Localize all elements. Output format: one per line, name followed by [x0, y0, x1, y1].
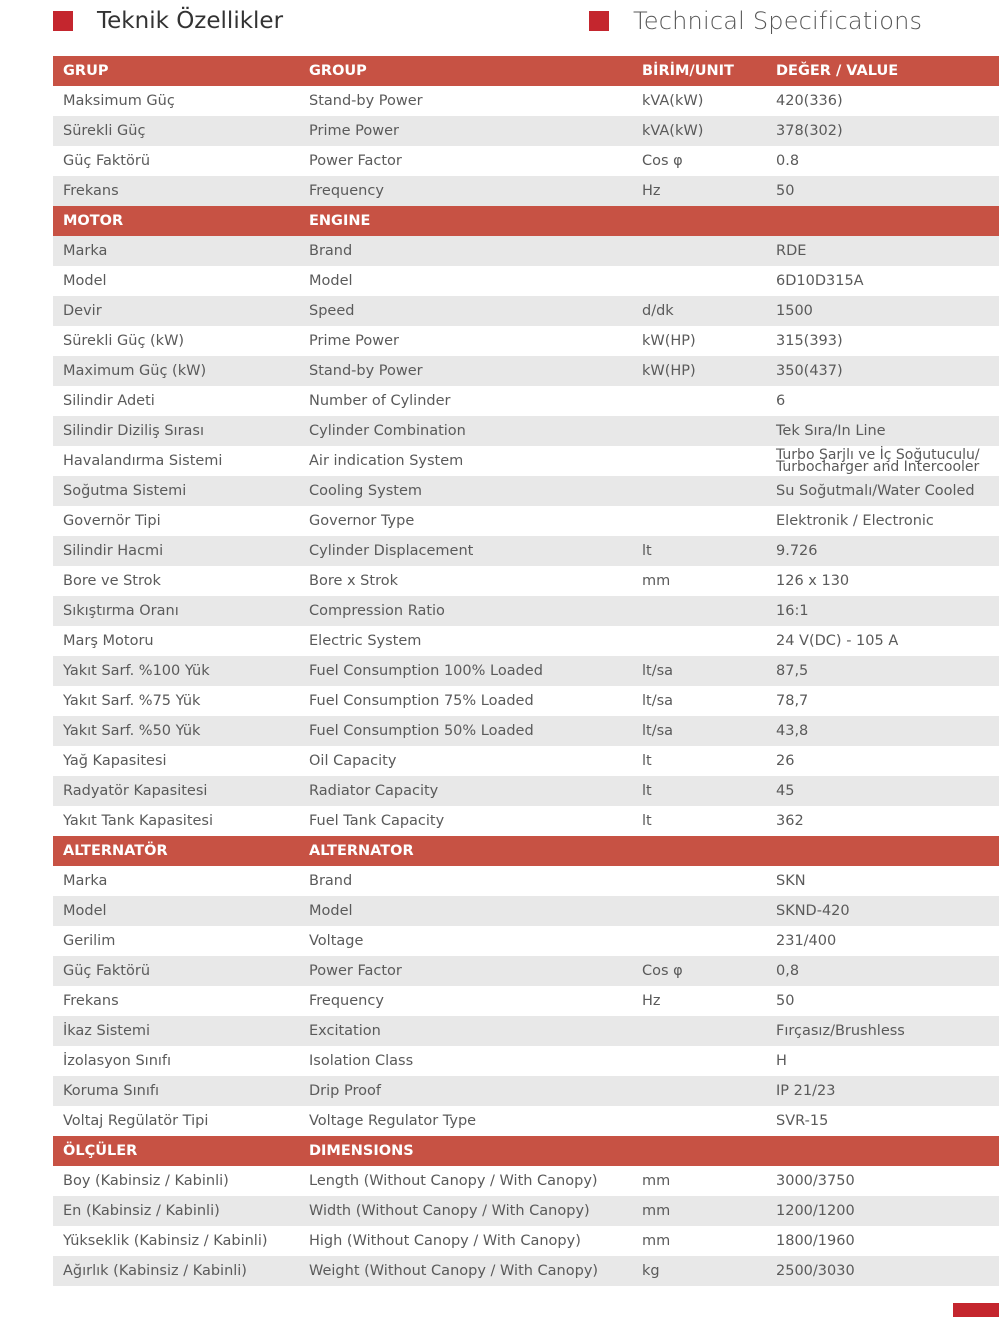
group-en-cell: Excitation [299, 1016, 632, 1046]
unit-cell [632, 1046, 766, 1076]
unit-cell [632, 506, 766, 536]
table-row [53, 686, 999, 716]
group-en-cell: Frequency [299, 176, 632, 206]
group-tr-cell: Sürekli Güç (kW) [63, 333, 185, 349]
group-en-cell: Governor Type [309, 513, 415, 529]
value-cell: 231/400 [776, 933, 837, 949]
table-row [53, 446, 999, 476]
unit-cell [632, 386, 766, 416]
value-cell: 50 [766, 176, 999, 206]
unit-cell: kg [632, 1256, 766, 1286]
table-row [53, 956, 999, 986]
value-cell: SVR-15 [776, 1113, 829, 1129]
group-tr-cell: Yakıt Tank Kapasitesi [63, 813, 214, 829]
value-cell: 1800/1960 [776, 1233, 855, 1249]
table-row [53, 536, 999, 566]
header-unit-cell [632, 206, 766, 236]
value-cell: 24 V(DC) - 105 A [776, 633, 899, 649]
group-tr-cell: İzolasyon Sınıfı [63, 1053, 172, 1069]
group-tr-cell: Marş Motoru [63, 633, 154, 649]
group-en-cell: Fuel Tank Capacity [309, 813, 445, 829]
table-row [53, 416, 999, 446]
unit-cell [632, 266, 766, 296]
table-row [53, 1226, 999, 1256]
group-tr-cell: Güç Faktörü [63, 153, 151, 169]
section-header-row [53, 56, 999, 86]
unit-cell [632, 1106, 766, 1136]
table-row [53, 746, 999, 776]
header-value-cell: DEĞER / VALUE [766, 56, 999, 86]
group-en-cell: Voltage Regulator Type [309, 1113, 477, 1129]
group-tr-cell: Güç Faktörü [53, 956, 299, 986]
value-cell: IP 21/23 [766, 1076, 999, 1106]
group-en-cell: Isolation Class [309, 1053, 414, 1069]
unit-cell: mm [642, 1173, 671, 1189]
header-group-tr-cell: MOTOR [53, 206, 299, 236]
table-row [53, 986, 999, 1016]
group-en-cell: Stand-by Power [309, 93, 423, 109]
group-en-cell: Fuel Consumption 100% Loaded [299, 656, 632, 686]
unit-cell [632, 596, 766, 626]
group-tr-cell: Voltaj Regülatör Tipi [63, 1113, 209, 1129]
unit-cell: lt/sa [632, 656, 766, 686]
header-group-en-cell: DIMENSIONS [299, 1136, 632, 1166]
header-value-cell [766, 206, 999, 236]
group-en-cell: Prime Power [299, 116, 632, 146]
value-cell: 315(393) [776, 333, 843, 349]
value-cell: SKND-420 [766, 896, 999, 926]
group-tr-cell: İkaz Sistemi [53, 1016, 299, 1046]
group-en-cell: Weight (Without Canopy / With Canopy) [299, 1256, 632, 1286]
value-cell: Tek Sıra/In Line [766, 416, 999, 446]
value-cell: 78,7 [776, 693, 809, 709]
section-header-row [53, 206, 999, 236]
group-en-cell: Stand-by Power [299, 356, 632, 386]
group-tr-cell: Havalandırma Sistemi [63, 453, 223, 469]
group-en-cell: Cooling System [299, 476, 632, 506]
value-cell: 26 [776, 753, 795, 769]
unit-cell [632, 626, 766, 656]
group-en-cell: Radiator Capacity [299, 776, 632, 806]
page-corner-accent [953, 1303, 999, 1317]
unit-cell [632, 476, 766, 506]
header-unit-cell [632, 836, 766, 866]
unit-cell: Hz [642, 993, 661, 1009]
table-row [53, 1166, 999, 1196]
table-row [53, 1046, 999, 1076]
group-tr-cell: Frekans [53, 176, 299, 206]
table-row [53, 1106, 999, 1136]
unit-cell: lt [642, 813, 652, 829]
unit-cell: Cos φ [632, 956, 766, 986]
table-row [53, 1016, 999, 1046]
value-cell: 126 x 130 [776, 573, 850, 589]
unit-cell: lt [632, 536, 766, 566]
english-title-text: Technical Specifications [633, 7, 923, 35]
table-row [53, 1256, 999, 1286]
header-unit-cell: BİRİM/UNIT [632, 56, 766, 86]
specifications-table [53, 56, 999, 1286]
table-row [53, 716, 999, 746]
unit-cell: lt/sa [642, 693, 674, 709]
table-row [53, 776, 999, 806]
table-row [53, 86, 999, 116]
table-row [53, 296, 999, 326]
group-tr-cell: Yükseklik (Kabinsiz / Kabinli) [63, 1233, 268, 1249]
group-tr-cell: Devir [53, 296, 299, 326]
group-en-cell: Cylinder Combination [299, 416, 632, 446]
group-tr-cell: Silindir Adeti [63, 393, 155, 409]
table-row [53, 596, 999, 626]
unit-cell: kW(HP) [632, 356, 766, 386]
value-cell: 9.726 [766, 536, 999, 566]
group-tr-cell: Maximum Güç (kW) [53, 356, 299, 386]
unit-cell: d/dk [632, 296, 766, 326]
unit-cell: kW(HP) [642, 333, 696, 349]
value-cell: Fırçasız/Brushless [766, 1016, 999, 1046]
turkish-title [53, 6, 283, 36]
group-en-cell: Compression Ratio [299, 596, 632, 626]
table-row [53, 626, 999, 656]
group-en-cell: Model [299, 896, 632, 926]
table-row [53, 146, 999, 176]
group-tr-cell: Silindir Hacmi [53, 536, 299, 566]
group-tr-cell: Model [63, 273, 107, 289]
group-tr-cell: Sıkıştırma Oranı [53, 596, 299, 626]
table-row [53, 806, 999, 836]
header-group-tr-cell: GRUP [53, 56, 299, 86]
value-cell: 362 [776, 813, 804, 829]
group-tr-cell: Boy (Kabinsiz / Kabinli) [63, 1173, 229, 1189]
table-row [53, 386, 999, 416]
table-row [53, 1076, 999, 1106]
group-tr-cell: Sürekli Güç [53, 116, 299, 146]
value-cell: 0.8 [776, 153, 800, 169]
value-cell: 378(302) [766, 116, 999, 146]
red-square-icon [53, 11, 73, 31]
unit-cell [632, 896, 766, 926]
unit-cell: lt/sa [632, 716, 766, 746]
table-row [53, 326, 999, 356]
group-en-cell: Electric System [309, 633, 422, 649]
value-cell: Su Soğutmalı/Water Cooled [766, 476, 999, 506]
unit-cell: kVA(kW) [642, 93, 704, 109]
table-row [53, 896, 999, 926]
unit-cell: Hz [632, 176, 766, 206]
value-cell: 16:1 [766, 596, 999, 626]
value-cell [766, 446, 999, 476]
group-en-cell: Cylinder Displacement [299, 536, 632, 566]
group-tr-cell: Marka [53, 236, 299, 266]
unit-cell [632, 866, 766, 896]
group-en-cell: Drip Proof [299, 1076, 632, 1106]
value-cell: SKN [776, 873, 806, 889]
unit-cell [632, 236, 766, 266]
table-row [53, 116, 999, 146]
table-row [53, 356, 999, 386]
value-cell: 43,8 [766, 716, 999, 746]
group-tr-cell: Marka [63, 873, 108, 889]
value-cell: 45 [766, 776, 999, 806]
group-en-cell: Oil Capacity [309, 753, 397, 769]
group-en-cell: Fuel Consumption 50% Loaded [299, 716, 632, 746]
header-group-en-cell: GROUP [299, 56, 632, 86]
unit-cell [632, 926, 766, 956]
table-row [53, 1196, 999, 1226]
group-en-cell: Speed [299, 296, 632, 326]
value-cell: 2500/3030 [766, 1256, 999, 1286]
group-tr-cell: Yakıt Sarf. %50 Yük [53, 716, 299, 746]
group-en-cell: Number of Cylinder [309, 393, 451, 409]
value-cell: 6 [776, 393, 786, 409]
group-en-cell: Model [309, 273, 353, 289]
header-unit-cell [632, 1136, 766, 1166]
table-row [53, 866, 999, 896]
english-title [589, 6, 922, 36]
table-row [53, 476, 999, 506]
unit-cell: Cos φ [642, 153, 683, 169]
value-cell: 50 [776, 993, 795, 1009]
table-row [53, 566, 999, 596]
section-header-row [53, 836, 999, 866]
group-tr-cell: Yağ Kapasitesi [63, 753, 167, 769]
table-row [53, 266, 999, 296]
group-tr-cell: Frekans [63, 993, 119, 1009]
value-line: Turbo Şarjlı ve İç Soğutuculu/ [776, 447, 980, 463]
group-tr-cell: Koruma Sınıfı [53, 1076, 299, 1106]
group-tr-cell: Radyatör Kapasitesi [53, 776, 299, 806]
header-group-en-cell: ENGINE [299, 206, 632, 236]
section-header-row [53, 1136, 999, 1166]
group-en-cell: Length (Without Canopy / With Canopy) [309, 1173, 598, 1189]
unit-cell: mm [642, 573, 671, 589]
table-row [53, 176, 999, 206]
value-cell: 87,5 [766, 656, 999, 686]
value-cell: RDE [766, 236, 999, 266]
group-en-cell: Prime Power [309, 333, 399, 349]
header-value-cell [766, 836, 999, 866]
group-en-cell: Air indication System [309, 453, 464, 469]
group-en-cell: Brand [299, 236, 632, 266]
value-cell: 6D10D315A [776, 273, 864, 289]
table-row [53, 656, 999, 686]
red-square-icon [589, 11, 609, 31]
group-en-cell: Voltage [309, 933, 364, 949]
value-line: Turbocharger and Intercooler [776, 459, 980, 475]
value-cell: 3000/3750 [776, 1173, 855, 1189]
header-group-tr-cell: ALTERNATÖR [53, 836, 299, 866]
group-en-cell: Brand [309, 873, 353, 889]
header-group-en-cell: ALTERNATOR [299, 836, 632, 866]
group-tr-cell: Gerilim [63, 933, 116, 949]
value-cell: 1500 [766, 296, 999, 326]
group-en-cell: Frequency [309, 993, 384, 1009]
header-group-tr-cell: ÖLÇÜLER [53, 1136, 299, 1166]
group-tr-cell: Governör Tipi [63, 513, 161, 529]
unit-cell: mm [632, 1196, 766, 1226]
turkish-title-text: Teknik Özellikler [97, 8, 284, 34]
unit-cell: lt [642, 753, 652, 769]
group-en-cell: Fuel Consumption 75% Loaded [309, 693, 534, 709]
group-tr-cell: En (Kabinsiz / Kabinli) [53, 1196, 299, 1226]
group-en-cell: Bore x Strok [309, 573, 398, 589]
group-tr-cell: Ağırlık (Kabinsiz / Kabinli) [53, 1256, 299, 1286]
table-row [53, 926, 999, 956]
group-en-cell: Power Factor [309, 153, 402, 169]
unit-cell: mm [642, 1233, 671, 1249]
unit-cell [632, 1016, 766, 1046]
value-cell: 0,8 [766, 956, 999, 986]
group-tr-cell: Yakıt Sarf. %75 Yük [63, 693, 201, 709]
group-en-cell: Width (Without Canopy / With Canopy) [299, 1196, 632, 1226]
unit-cell [632, 446, 766, 476]
group-tr-cell: Maksimum Güç [63, 93, 175, 109]
group-tr-cell: Soğutma Sistemi [53, 476, 299, 506]
group-en-cell: High (Without Canopy / With Canopy) [309, 1233, 581, 1249]
value-cell: 420(336) [776, 93, 843, 109]
unit-cell: lt [632, 776, 766, 806]
unit-cell [632, 1076, 766, 1106]
table-row [53, 236, 999, 266]
table-row [53, 506, 999, 536]
unit-cell [632, 416, 766, 446]
value-cell: 1200/1200 [766, 1196, 999, 1226]
value-cell: H [776, 1053, 787, 1069]
group-tr-cell: Bore ve Strok [63, 573, 161, 589]
group-tr-cell: Silindir Diziliş Sırası [53, 416, 299, 446]
header-value-cell [766, 1136, 999, 1166]
group-tr-cell: Model [53, 896, 299, 926]
value-cell: Elektronik / Electronic [776, 513, 934, 529]
value-cell: 350(437) [766, 356, 999, 386]
unit-cell: kVA(kW) [632, 116, 766, 146]
group-en-cell: Power Factor [299, 956, 632, 986]
group-tr-cell: Yakıt Sarf. %100 Yük [53, 656, 299, 686]
